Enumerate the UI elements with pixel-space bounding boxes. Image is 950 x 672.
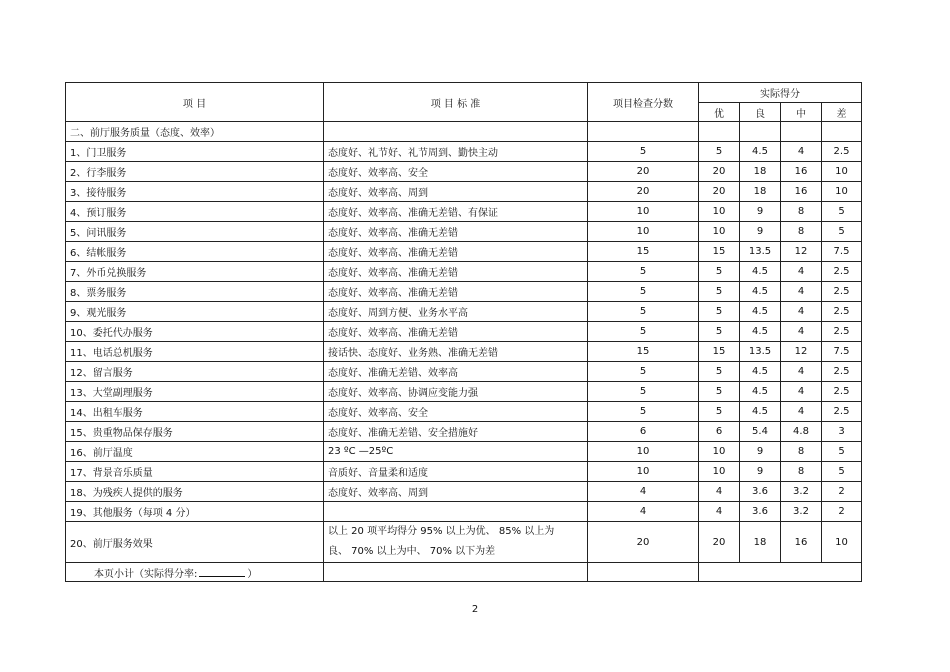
row-standard: 态度好、效率高、周到 — [324, 482, 588, 502]
row-item: 1、门卫服务 — [66, 142, 324, 162]
row-score-good: 4.5 — [740, 382, 781, 402]
row-score-good: 13.5 — [740, 242, 781, 262]
row-score-good: 13.5 — [740, 342, 781, 362]
row-standard — [324, 522, 588, 563]
row-score-excellent: 5 — [699, 382, 740, 402]
subtotal-suffix: ） — [247, 568, 258, 580]
header-standard: 项 目 标 准 — [324, 83, 588, 122]
row-score-medium: 16 — [781, 182, 822, 202]
table-row — [66, 422, 862, 442]
row-standard: 态度好、效率高、准确无差错 — [324, 242, 588, 262]
row-item: 11、电话总机服务 — [66, 342, 324, 362]
row-score-medium: 16 — [781, 522, 822, 563]
row-item: 14、出租车服务 — [66, 402, 324, 422]
empty-cell — [324, 563, 588, 582]
row-score-good: 4.5 — [740, 302, 781, 322]
row-check-score: 4 — [588, 502, 699, 522]
row-standard: 态度好、效率高、安全 — [324, 162, 588, 182]
row-score-medium: 8 — [781, 462, 822, 482]
row-score-poor: 10 — [822, 162, 862, 182]
table-row — [66, 402, 862, 422]
table-row — [66, 442, 862, 462]
row-check-score: 20 — [588, 182, 699, 202]
row-score-medium: 4 — [781, 282, 822, 302]
table-row — [66, 202, 862, 222]
row-score-excellent: 5 — [699, 282, 740, 302]
row-standard — [324, 502, 588, 522]
row-item: 10、委托代办服务 — [66, 322, 324, 342]
row-score-excellent: 4 — [699, 482, 740, 502]
row-item: 17、背景音乐质量 — [66, 462, 324, 482]
row-score-poor: 10 — [822, 182, 862, 202]
table-row — [66, 322, 862, 342]
row-score-excellent: 20 — [699, 182, 740, 202]
row-score-poor: 2 — [822, 502, 862, 522]
table-row — [66, 242, 862, 262]
row-standard: 态度好、效率高、协调应变能力强 — [324, 382, 588, 402]
row-item: 19、其他服务（每项 4 分） — [66, 502, 324, 522]
row-score-good: 9 — [740, 462, 781, 482]
table-row — [66, 182, 862, 202]
header-actual-score: 实际得分 — [699, 83, 862, 103]
empty-cell — [588, 563, 699, 582]
row-score-medium: 3.2 — [781, 482, 822, 502]
row-standard: 态度好、准确无差错、效率高 — [324, 362, 588, 382]
row-score-excellent: 10 — [699, 202, 740, 222]
row-score-excellent: 10 — [699, 442, 740, 462]
row-score-good: 4.5 — [740, 362, 781, 382]
row-score-good: 4.5 — [740, 322, 781, 342]
row-check-score: 5 — [588, 362, 699, 382]
header-grade-good: 良 — [740, 103, 781, 122]
row-score-medium: 8 — [781, 222, 822, 242]
row-score-excellent: 5 — [699, 402, 740, 422]
row-check-score: 15 — [588, 342, 699, 362]
row-score-excellent: 5 — [699, 262, 740, 282]
row-standard: 态度好、效率高、安全 — [324, 402, 588, 422]
table-row — [66, 162, 862, 182]
row-score-poor: 2.5 — [822, 302, 862, 322]
row-standard: 接话快、态度好、业务熟、准确无差错 — [324, 342, 588, 362]
row-score-medium: 4 — [781, 382, 822, 402]
header-grade-poor: 差 — [822, 103, 862, 122]
row-score-poor: 2 — [822, 482, 862, 502]
row-check-score: 10 — [588, 442, 699, 462]
row-score-good: 5.4 — [740, 422, 781, 442]
row-score-poor: 2.5 — [822, 402, 862, 422]
row-score-poor: 2.5 — [822, 262, 862, 282]
row-standard: 态度好、准确无差错、安全措施好 — [324, 422, 588, 442]
table-row — [66, 482, 862, 502]
row-score-poor: 10 — [822, 522, 862, 563]
row-item: 4、预订服务 — [66, 202, 324, 222]
row-check-score: 5 — [588, 302, 699, 322]
row-score-excellent: 6 — [699, 422, 740, 442]
subtotal-label — [66, 563, 324, 582]
table-row — [66, 222, 862, 242]
row-score-excellent: 5 — [699, 302, 740, 322]
row-score-medium: 4 — [781, 262, 822, 282]
subtotal-prefix: 本页小计（实际得分率: — [94, 568, 198, 580]
header-grade-excellent: 优 — [699, 103, 740, 122]
row-item: 8、票务服务 — [66, 282, 324, 302]
table-row — [66, 142, 862, 162]
row-score-good: 9 — [740, 442, 781, 462]
empty-cell — [699, 122, 740, 142]
header-score: 项目检查分数 — [588, 83, 699, 122]
row-check-score: 5 — [588, 262, 699, 282]
row-score-excellent: 15 — [699, 242, 740, 262]
row-score-excellent: 4 — [699, 502, 740, 522]
row-score-good: 9 — [740, 202, 781, 222]
row-score-medium: 4 — [781, 322, 822, 342]
table-row — [66, 522, 862, 563]
section-row — [66, 122, 862, 142]
row-standard: 态度好、效率高、准确无差错 — [324, 322, 588, 342]
table-row — [66, 462, 862, 482]
row-standard-line: 以上 20 项平均得分 95% 以上为优、 85% 以上为 — [328, 526, 555, 537]
header-item: 项 目 — [66, 83, 324, 122]
row-score-medium: 3.2 — [781, 502, 822, 522]
row-score-excellent: 10 — [699, 222, 740, 242]
empty-cell — [822, 122, 862, 142]
row-check-score: 5 — [588, 142, 699, 162]
row-score-poor: 5 — [822, 462, 862, 482]
section-title: 二、前厅服务质量（态度、效率） — [66, 122, 324, 142]
row-score-medium: 4 — [781, 402, 822, 422]
table-row — [66, 282, 862, 302]
empty-cell — [324, 122, 588, 142]
row-score-excellent: 20 — [699, 162, 740, 182]
row-score-good: 3.6 — [740, 482, 781, 502]
empty-cell — [781, 122, 822, 142]
row-item: 15、贵重物品保存服务 — [66, 422, 324, 442]
row-score-excellent: 10 — [699, 462, 740, 482]
subtotal-rate-blank[interactable] — [199, 566, 245, 577]
row-score-medium: 4 — [781, 302, 822, 322]
row-standard: 态度好、效率高、准确无差错 — [324, 282, 588, 302]
row-standard: 态度好、效率高、准确无差错 — [324, 262, 588, 282]
row-score-good: 4.5 — [740, 402, 781, 422]
row-check-score: 6 — [588, 422, 699, 442]
row-standard-line: 良、 70% 以上为中、 70% 以下为差 — [328, 546, 496, 557]
row-score-excellent: 5 — [699, 142, 740, 162]
row-score-medium: 8 — [781, 202, 822, 222]
row-score-medium: 8 — [781, 442, 822, 462]
row-check-score: 10 — [588, 222, 699, 242]
row-standard: 态度好、周到方便、业务水平高 — [324, 302, 588, 322]
row-score-medium: 4.8 — [781, 422, 822, 442]
row-check-score: 15 — [588, 242, 699, 262]
row-score-poor: 2.5 — [822, 142, 862, 162]
row-standard: 音质好、音量柔和适度 — [324, 462, 588, 482]
row-score-poor: 7.5 — [822, 242, 862, 262]
row-check-score: 20 — [588, 522, 699, 563]
row-item: 20、前厅服务效果 — [66, 522, 324, 563]
row-check-score: 10 — [588, 202, 699, 222]
row-score-poor: 2.5 — [822, 362, 862, 382]
row-check-score: 20 — [588, 162, 699, 182]
table-row — [66, 342, 862, 362]
subtotal-row — [66, 563, 862, 582]
row-item: 7、外币兑换服务 — [66, 262, 324, 282]
row-score-poor: 5 — [822, 222, 862, 242]
empty-cell — [740, 122, 781, 142]
table-row — [66, 382, 862, 402]
empty-cell — [588, 122, 699, 142]
row-check-score: 5 — [588, 402, 699, 422]
empty-cell — [699, 563, 862, 582]
row-item: 3、接待服务 — [66, 182, 324, 202]
row-item: 5、问讯服务 — [66, 222, 324, 242]
row-score-medium: 4 — [781, 362, 822, 382]
row-score-good: 9 — [740, 222, 781, 242]
row-score-poor: 2.5 — [822, 382, 862, 402]
row-check-score: 4 — [588, 482, 699, 502]
row-score-poor: 3 — [822, 422, 862, 442]
row-standard: 态度好、效率高、准确无差错、有保证 — [324, 202, 588, 222]
page-number: 2 — [471, 604, 479, 615]
row-score-good: 18 — [740, 162, 781, 182]
row-standard: 态度好、效率高、周到 — [324, 182, 588, 202]
row-item: 6、结帐服务 — [66, 242, 324, 262]
row-check-score: 5 — [588, 282, 699, 302]
row-score-poor: 2.5 — [822, 322, 862, 342]
row-score-poor: 5 — [822, 202, 862, 222]
row-score-good: 4.5 — [740, 142, 781, 162]
row-item: 9、观光服务 — [66, 302, 324, 322]
row-item: 12、留言服务 — [66, 362, 324, 382]
row-score-poor: 2.5 — [822, 282, 862, 302]
table-row — [66, 302, 862, 322]
table-row — [66, 362, 862, 382]
row-score-good: 18 — [740, 182, 781, 202]
row-score-excellent: 5 — [699, 322, 740, 342]
row-standard: 23 ºC —25ºC — [324, 442, 588, 462]
row-standard: 态度好、礼节好、礼节周到、勤快主动 — [324, 142, 588, 162]
row-standard: 态度好、效率高、准确无差错 — [324, 222, 588, 242]
row-item: 18、为残疾人提供的服务 — [66, 482, 324, 502]
table-row — [66, 262, 862, 282]
row-score-good: 4.5 — [740, 262, 781, 282]
row-score-medium: 12 — [781, 342, 822, 362]
row-check-score: 10 — [588, 462, 699, 482]
row-score-poor: 7.5 — [822, 342, 862, 362]
row-score-good: 4.5 — [740, 282, 781, 302]
header-grade-medium: 中 — [781, 103, 822, 122]
row-score-poor: 5 — [822, 442, 862, 462]
row-item: 16、前厅温度 — [66, 442, 324, 462]
row-score-excellent: 15 — [699, 342, 740, 362]
table-row — [66, 502, 862, 522]
row-item: 13、大堂副理服务 — [66, 382, 324, 402]
row-item: 2、行李服务 — [66, 162, 324, 182]
row-check-score: 5 — [588, 322, 699, 342]
row-score-excellent: 20 — [699, 522, 740, 563]
row-score-excellent: 5 — [699, 362, 740, 382]
service-quality-table — [65, 82, 862, 582]
row-score-medium: 4 — [781, 142, 822, 162]
row-score-good: 18 — [740, 522, 781, 563]
row-score-medium: 12 — [781, 242, 822, 262]
row-check-score: 5 — [588, 382, 699, 402]
row-score-good: 3.6 — [740, 502, 781, 522]
row-score-medium: 16 — [781, 162, 822, 182]
